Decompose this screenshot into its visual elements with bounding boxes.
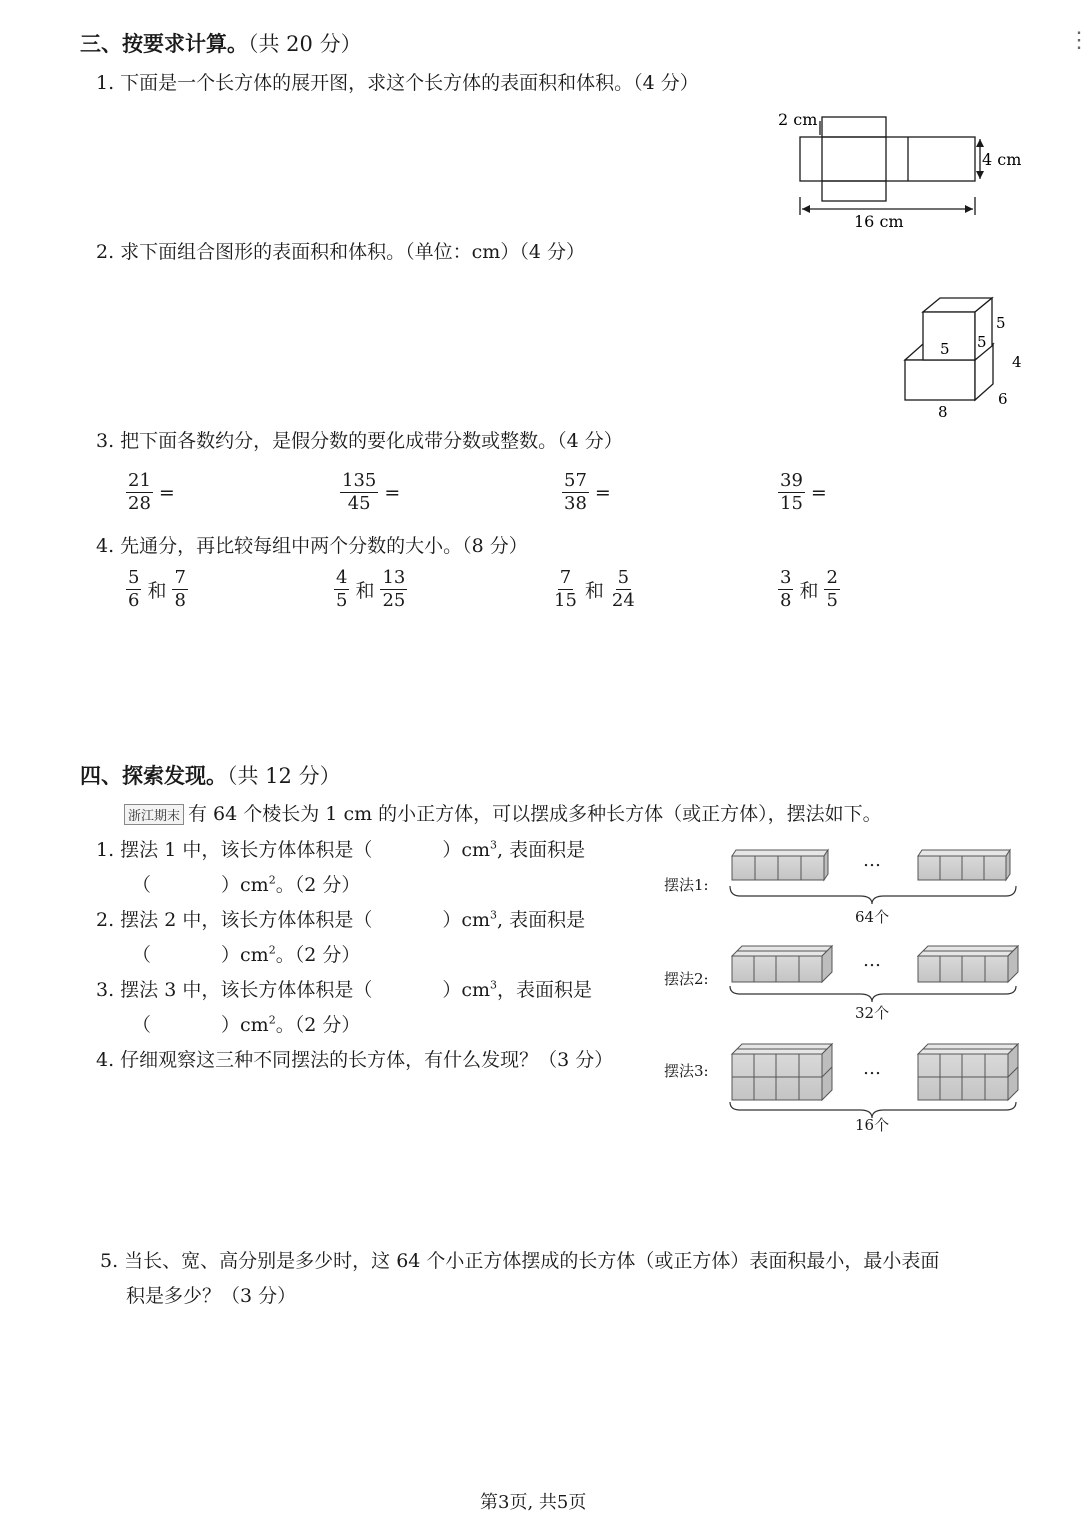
reduce-fraction-1 bbox=[126, 470, 175, 515]
reduce-fraction-3 bbox=[562, 470, 611, 515]
and-word: 和 bbox=[147, 580, 167, 602]
arrangement-1-right-block bbox=[918, 850, 1010, 880]
cuboid-net-diagram bbox=[770, 105, 1040, 235]
compare-pair-2: $\frac{4}{5}$ 和 $\frac{13}{25}$ bbox=[336, 567, 406, 611]
equals-sign: = bbox=[384, 481, 401, 504]
arrangement-1-label: 摆法1: bbox=[664, 876, 709, 894]
arrangement-2-label: 摆法2: bbox=[664, 970, 709, 988]
s4-question-1-line2: （ ）$cm^2$。（2 分） bbox=[132, 873, 361, 896]
and-word: 和 bbox=[355, 580, 375, 602]
compare-pair-4: $\frac{3}{8}$ 和 $\frac{2}{5}$ bbox=[780, 567, 838, 611]
equals-sign: = bbox=[158, 481, 175, 504]
cube-front-label: 5 bbox=[940, 340, 950, 358]
base-front-face bbox=[905, 360, 975, 400]
s4-question-2-line1: 2. 摆法 2 中，该长方体体积是（ ）$cm^3$, 表面积是 bbox=[96, 908, 586, 931]
s4-question-3-line1: 3. 摆法 3 中，该长方体体积是（ ）$cm^3$，表面积是 bbox=[96, 978, 593, 1001]
s4-question-2-line2: （ ）$cm^2$。（2 分） bbox=[132, 943, 361, 966]
reduce-fraction-4 bbox=[778, 470, 827, 515]
s4-question-3-line2: （ ）$cm^2$。（2 分） bbox=[132, 1013, 361, 1036]
s3-question-3: 3. 把下面各数约分，是假分数的要化成带分数或整数。（4 分） bbox=[96, 430, 623, 452]
s3-question-4: 4. 先通分，再比较每组中两个分数的大小。（8 分） bbox=[96, 535, 528, 557]
cube-arrangements-diagram bbox=[660, 840, 1030, 1140]
arrangement-2-left-block bbox=[732, 946, 832, 982]
fraction: $\frac{57}{38}$ bbox=[564, 470, 587, 514]
arrangement-3-right-block bbox=[918, 1044, 1018, 1100]
net-middle-strip bbox=[800, 137, 975, 181]
arrangement-1-brace bbox=[730, 886, 1016, 904]
s4-question-1-line1: 1. 摆法 1 中，该长方体体积是（ ）$cm^3$, 表面积是 bbox=[96, 838, 586, 861]
source-tag: 浙江期末 bbox=[124, 804, 184, 825]
arrangement-3-count: 16个 bbox=[855, 1116, 890, 1134]
arrangement-3-label: 摆法3: bbox=[664, 1062, 709, 1080]
fraction: $\frac{39}{15}$ bbox=[780, 470, 803, 514]
arrangement-3-ellipsis: … bbox=[863, 1058, 881, 1079]
net-label-16cm: 16 cm bbox=[854, 212, 904, 231]
section-4-title bbox=[80, 760, 341, 790]
s4-question-5-line2: 积是多少？（3 分） bbox=[126, 1285, 297, 1307]
arrangement-1-count: 64个 bbox=[855, 908, 890, 926]
base-width-label: 8 bbox=[938, 403, 948, 421]
equals-sign: = bbox=[594, 481, 611, 504]
compare-pair-3: $\frac{7}{15}$ 和 $\frac{5}{24}$ bbox=[554, 567, 635, 611]
cube-top-label: 5 bbox=[996, 314, 1006, 332]
arrangement-2-ellipsis: … bbox=[863, 950, 881, 971]
and-word: 和 bbox=[584, 580, 604, 602]
net-label-4cm: 4 cm bbox=[982, 150, 1022, 169]
s3-question-1: 1. 下面是一个长方体的展开图，求这个长方体的表面积和体积。（4 分） bbox=[96, 72, 699, 94]
section-3-title bbox=[80, 28, 362, 58]
section-3-heading: 三、按要求计算。 bbox=[80, 31, 248, 56]
reduce-fraction-2 bbox=[340, 470, 400, 515]
net-label-2cm: 2 cm bbox=[778, 110, 818, 129]
arrangement-1-ellipsis: … bbox=[863, 850, 881, 871]
page-footer: 第3页, 共5页 bbox=[480, 1492, 587, 1513]
s3-question-2: 2. 求下面组合图形的表面积和体积。（单位：cm）（4 分） bbox=[96, 241, 585, 263]
net-top-face bbox=[822, 117, 886, 137]
net-bottom-face bbox=[822, 181, 886, 201]
arrangement-2-count: 32个 bbox=[855, 1004, 890, 1022]
and-word: 和 bbox=[799, 580, 819, 602]
cube-side-label: 5 bbox=[977, 333, 987, 351]
section-3-points: （共 20 分） bbox=[248, 32, 362, 56]
composite-solid-diagram bbox=[895, 292, 1035, 424]
equals-sign: = bbox=[810, 481, 827, 504]
arrangement-1-left-block bbox=[732, 850, 828, 880]
edge-marker: ⋮ bbox=[1068, 28, 1090, 53]
s4-question-4: 4. 仔细观察这三种不同摆法的长方体，有什么发现？（3 分） bbox=[96, 1049, 614, 1071]
arrangement-2-right-block bbox=[918, 946, 1018, 982]
s4-intro-text: 有 64 个棱长为 1 cm 的小正方体，可以摆成多种长方体（或正方体），摆法如下。 bbox=[188, 803, 882, 825]
fraction: $\frac{21}{28}$ bbox=[128, 470, 151, 514]
section-4-heading: 四、探索发现。 bbox=[80, 763, 227, 788]
s4-intro bbox=[124, 799, 882, 826]
arrangement-2-brace bbox=[730, 986, 1016, 1002]
base-height-label: 4 bbox=[1012, 353, 1022, 371]
compare-pair-1: $\frac{5}{6}$ 和 $\frac{7}{8}$ bbox=[128, 567, 186, 611]
base-depth-label: 6 bbox=[998, 390, 1008, 408]
s4-question-5-line1: 5. 当长、宽、高分别是多少时，这 64 个小正方体摆成的长方体（或正方体）表面积最小，最小表面 bbox=[100, 1250, 940, 1272]
fraction: $\frac{135}{45}$ bbox=[342, 470, 377, 514]
section-4-points: （共 12 分） bbox=[227, 764, 341, 788]
arrangement-3-left-block bbox=[732, 1044, 832, 1100]
